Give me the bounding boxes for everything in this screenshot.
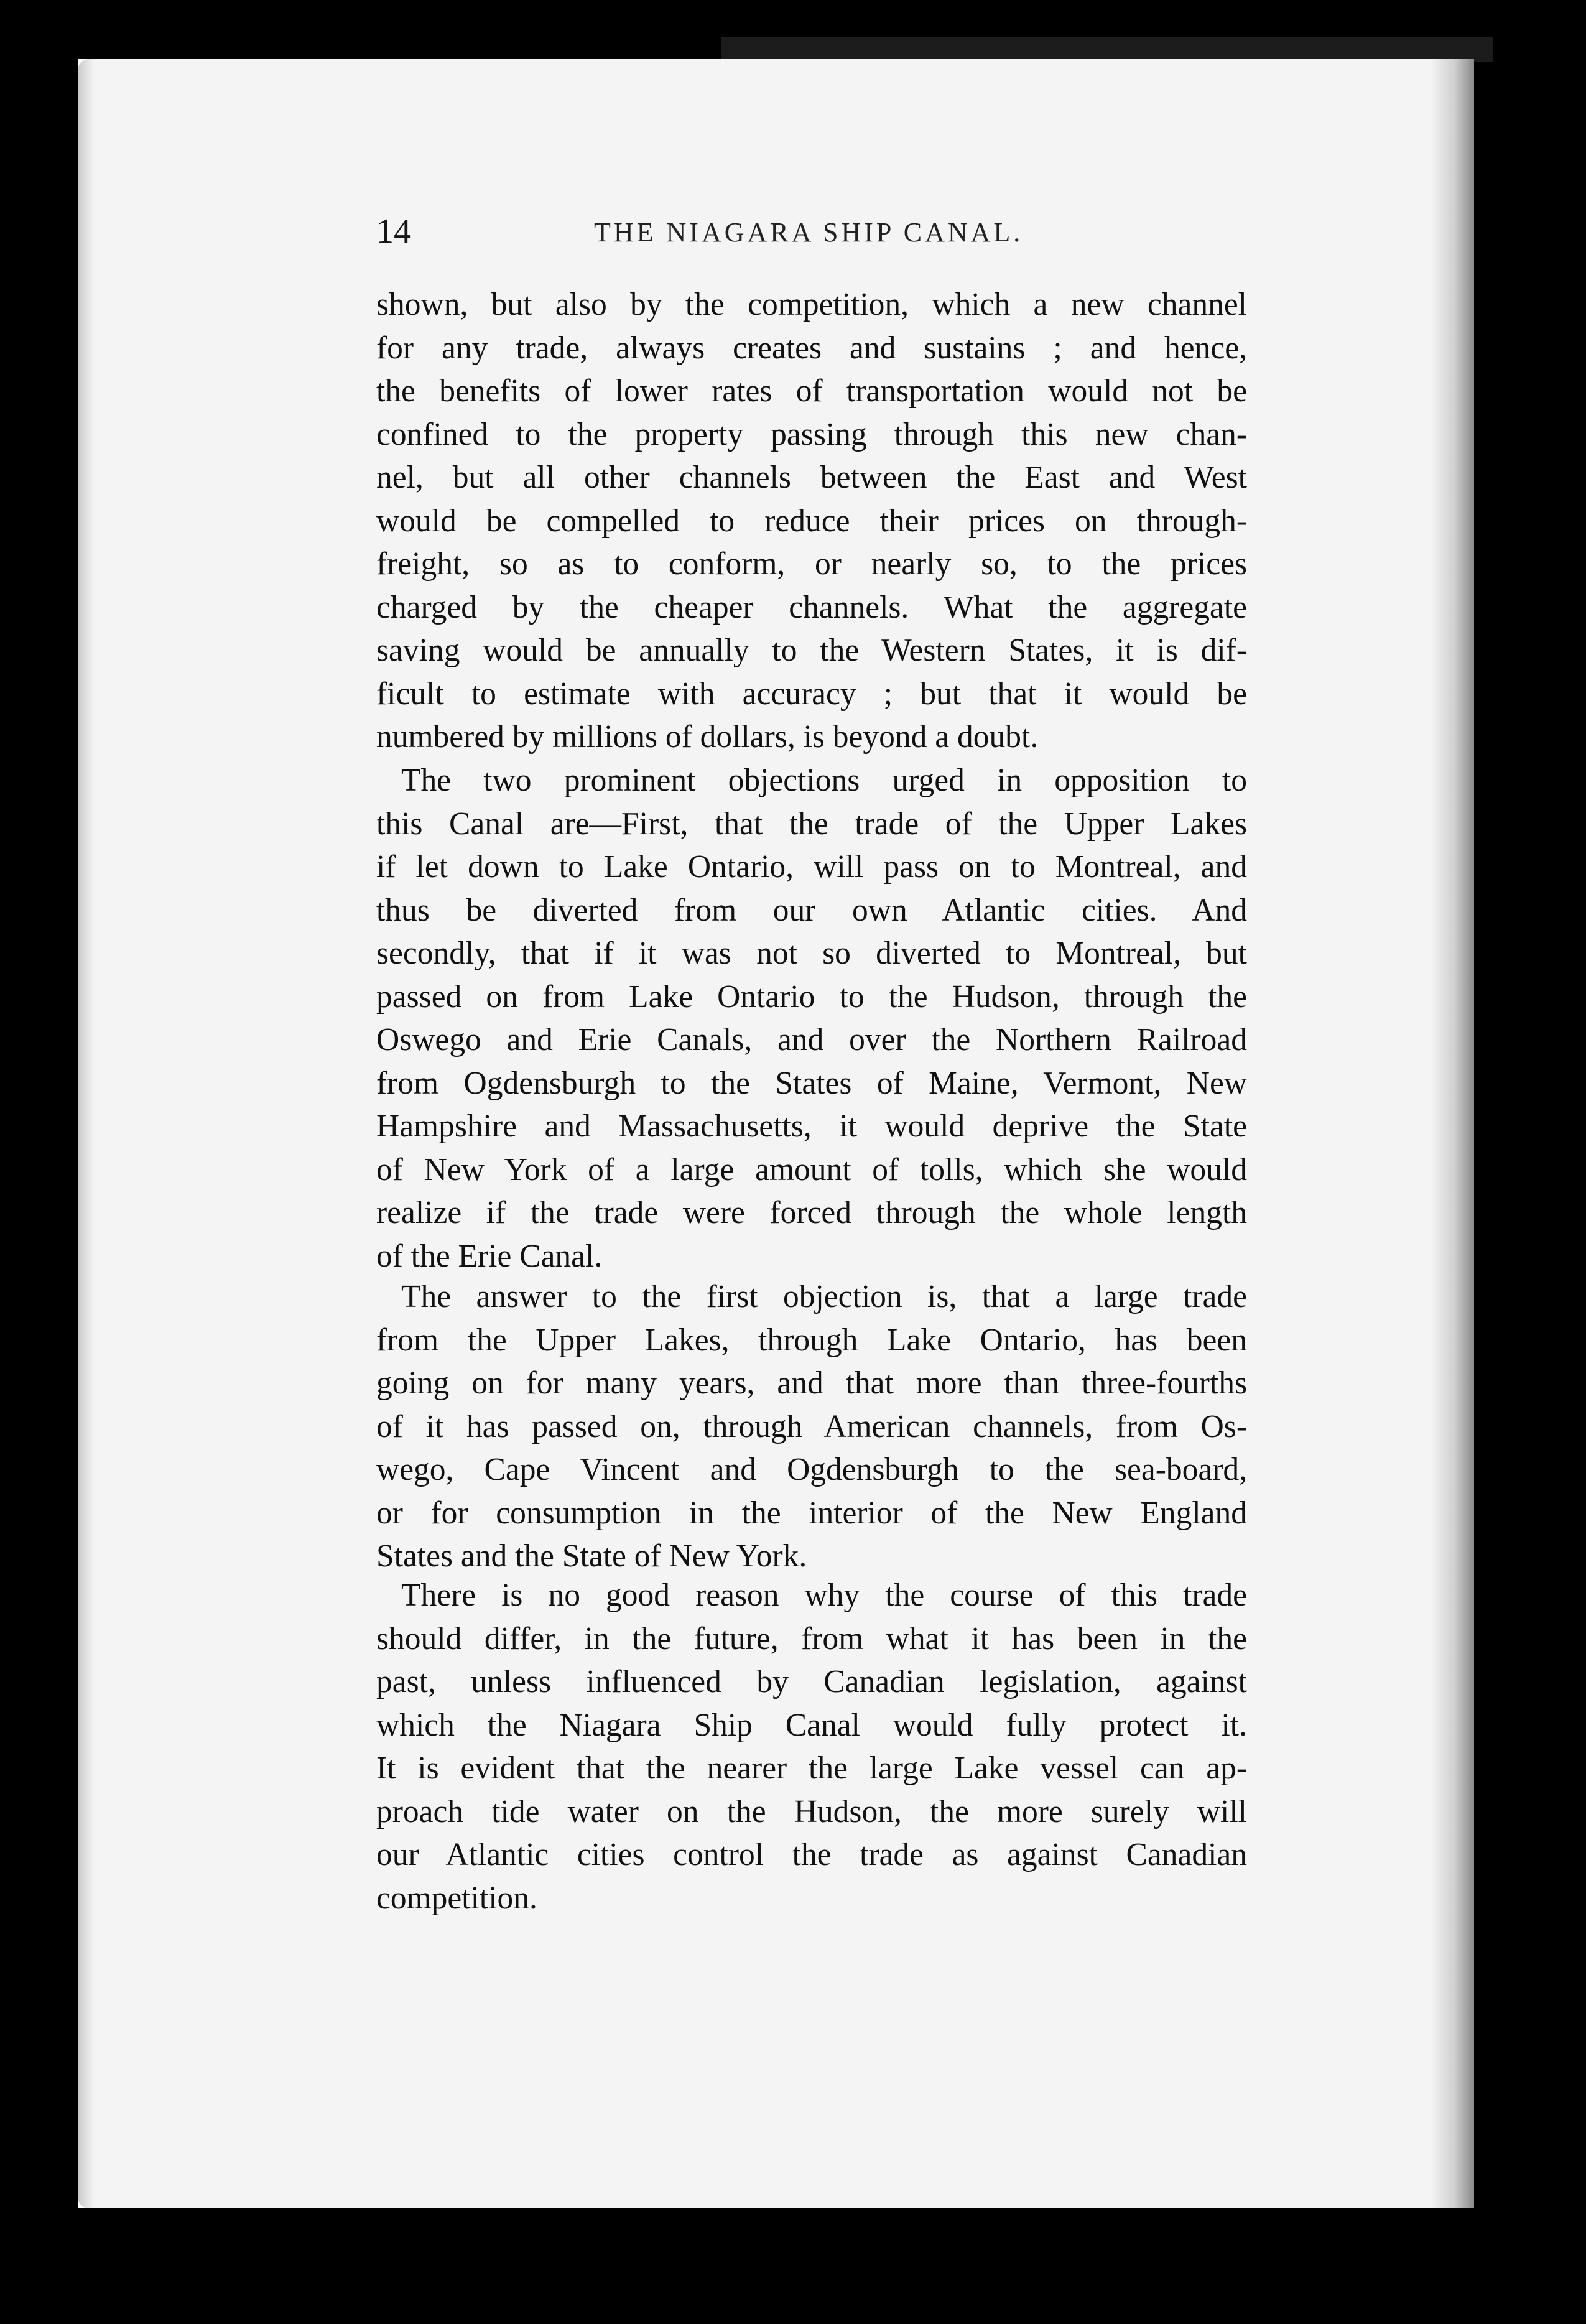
text-line: from Ogdensburgh to the States of Maine, Vermont, New xyxy=(376,1065,1247,1101)
text-line: of New York of a large amount of tolls, which she would xyxy=(376,1151,1247,1188)
text-line: shown, but also by the competition, which a new channel xyxy=(376,287,1247,322)
running-title: THE NIAGARA SHIP CANAL. xyxy=(594,217,1024,248)
page-gutter-shadow xyxy=(1431,59,1474,2208)
text-line: for any trade, always creates and sustains ; and hence, xyxy=(376,330,1247,366)
text-line: passed on from Lake Ontario to the Hudson, through the xyxy=(376,978,1247,1015)
text-line: this Canal are—First, that the trade of the Upper Lakes xyxy=(376,806,1247,842)
text-line: Oswego and Erie Canals, and over the Northern Railroad xyxy=(376,1022,1247,1057)
text-line: wego, Cape Vincent and Ogdensburgh to the sea-board, xyxy=(376,1452,1247,1487)
text-line: numbered by millions of dollars, is beyond a doubt. xyxy=(376,719,1039,755)
text-line: or for consumption in the interior of the New England xyxy=(376,1495,1247,1531)
text-line: thus be diverted from our own Atlantic cities. And xyxy=(376,892,1247,928)
text-line: freight, so as to conform, or nearly so, to the prices xyxy=(376,546,1247,582)
paragraph-3 xyxy=(376,1275,1247,1578)
text-line: States and the State of New York. xyxy=(376,1538,807,1574)
text-line: of the Erie Canal. xyxy=(376,1238,603,1274)
scan-border-bottom xyxy=(0,2208,1586,2324)
text-line: if let down to Lake Ontario, will pass on to Montreal, and xyxy=(376,849,1247,885)
text-line: competition. xyxy=(376,1880,537,1916)
text-line: confined to the property passing through this new chan- xyxy=(376,416,1247,452)
text-line: saving would be annually to the Western States, it is dif- xyxy=(376,633,1247,668)
paragraph-1 xyxy=(376,283,1247,759)
text-line: ficult to estimate with accuracy ; but that it would be xyxy=(376,676,1247,712)
paragraph-2 xyxy=(376,759,1247,1278)
text-line: which the Niagara Ship Canal would fully protect it. xyxy=(376,1707,1247,1743)
text-line: going on for many years, and that more than three-fourths xyxy=(376,1365,1247,1401)
text-line: proach tide water on the Hudson, the more surely will xyxy=(376,1793,1247,1829)
text-line: The answer to the first objection is, that a large trade xyxy=(401,1279,1247,1314)
text-line: our Atlantic cities control the trade as against Canadian xyxy=(376,1837,1247,1872)
scan-border-right xyxy=(1474,0,1586,2324)
paragraph-4 xyxy=(376,1574,1247,1920)
page-number: 14 xyxy=(376,212,411,251)
scan-border-left xyxy=(0,0,78,2324)
text-line: the benefits of lower rates of transportation would not be xyxy=(376,373,1247,409)
running-head xyxy=(376,211,1247,255)
text-line: Hampshire and Massachusetts, it would deprive the State xyxy=(376,1109,1247,1144)
text-line: from the Upper Lakes, through Lake Ontario, has been xyxy=(376,1322,1247,1358)
text-line: of it has passed on, through American channels, from Os- xyxy=(376,1408,1247,1444)
text-line: There is no good reason why the course of this trade xyxy=(401,1578,1247,1613)
text-line: would be compelled to reduce their prices on through- xyxy=(376,503,1247,539)
text-line: charged by the cheaper channels. What the aggregate xyxy=(376,589,1247,625)
text-line: past, unless influenced by Canadian legislation, against xyxy=(376,1664,1247,1699)
text-line: The two prominent objections urged in opposition to xyxy=(401,763,1247,798)
text-line: secondly, that if it was not so diverted to Montreal, but xyxy=(376,936,1247,971)
text-line: should differ, in the future, from what it has been in the xyxy=(376,1620,1247,1657)
scan-artifact-strip xyxy=(721,37,1493,62)
text-line: nel, but all other channels between the East and West xyxy=(376,460,1247,495)
page-edge-shadow xyxy=(78,59,94,2208)
text-line: It is evident that the nearer the large Lake vessel can ap- xyxy=(376,1750,1247,1786)
text-line: realize if the trade were forced through the whole length xyxy=(376,1195,1247,1230)
